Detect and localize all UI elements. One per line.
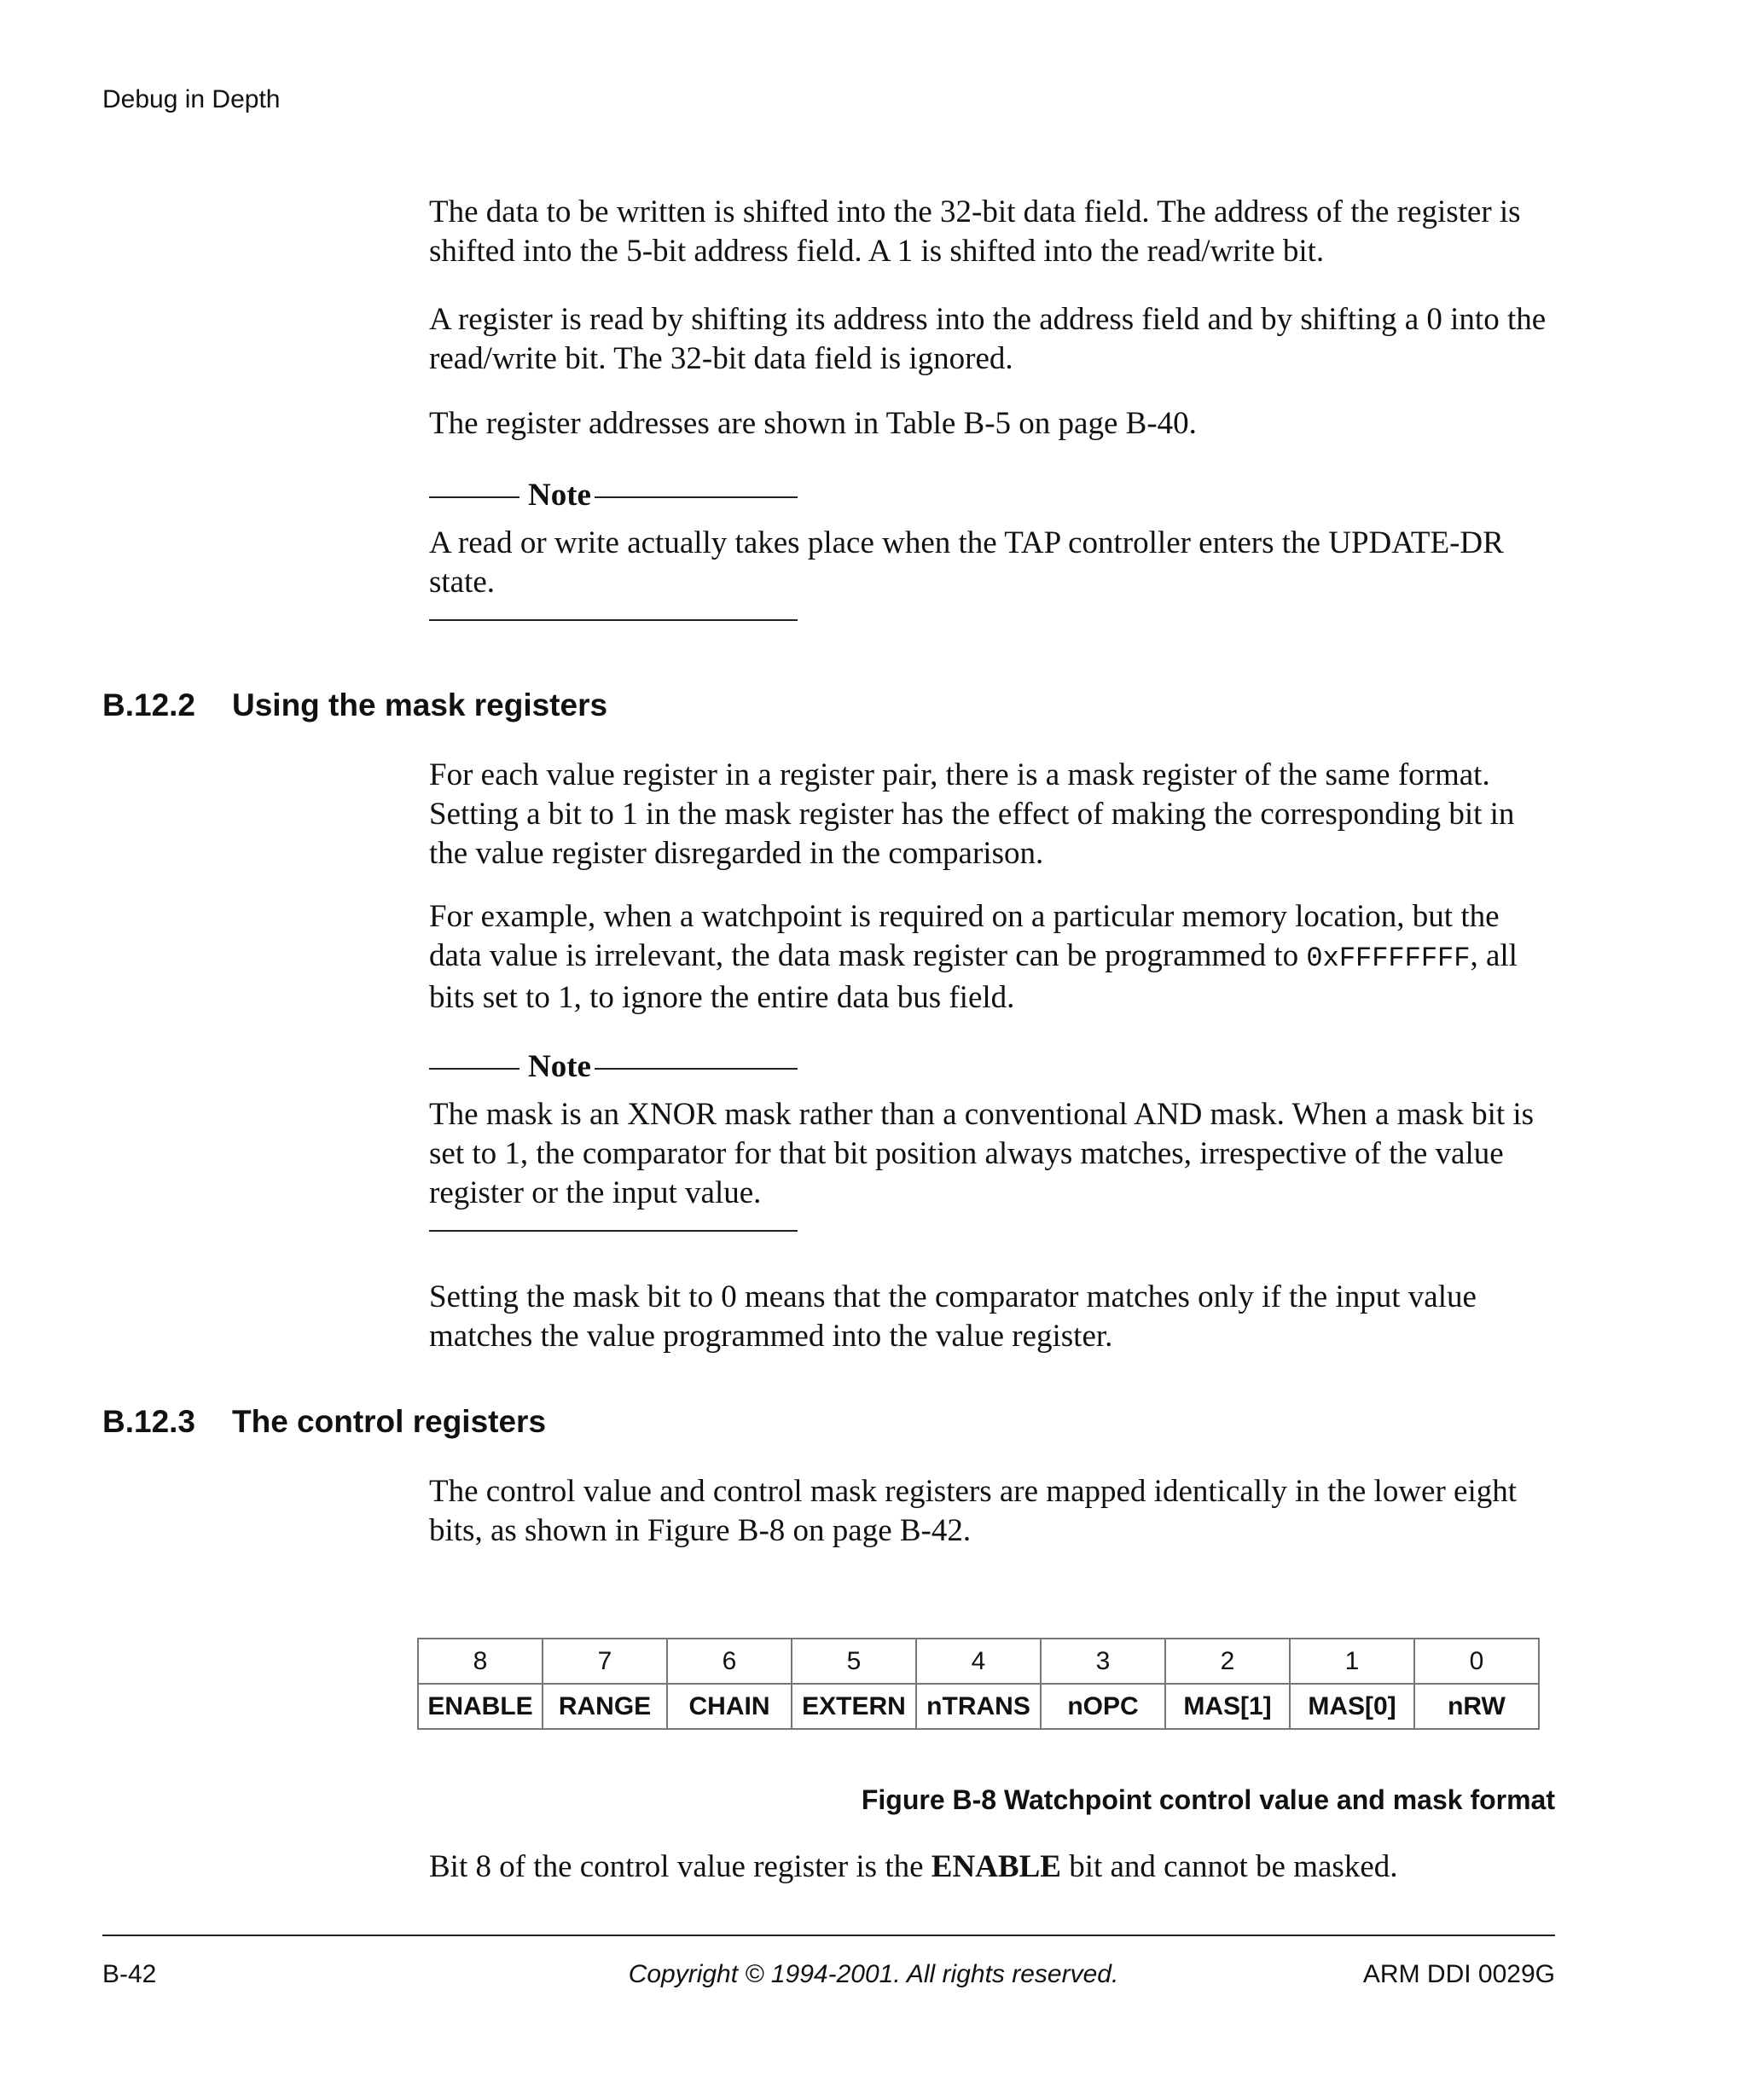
note-heading (429, 1047, 798, 1087)
note-end-rule (429, 619, 798, 621)
note-body (429, 1095, 1555, 1213)
body-paragraph (429, 897, 1555, 1018)
section-title: Using the mask registers (232, 687, 608, 722)
running-header: Debug in Depth (102, 85, 281, 113)
body-paragraph (429, 756, 1555, 873)
note-heading (429, 476, 798, 515)
bit-number-cell: 3 (1041, 1639, 1165, 1684)
note-text: The mask is an XNOR mask rather than a conventional AND mask. When a mask bit is set to 1, the comparator for that bit position always matches, irrespective of the value register or the input value. (429, 1097, 1535, 1210)
addresses-paragraph: The register addresses are shown in Table B-5 on page B-40. (429, 406, 1197, 441)
note-text: A read or write actually takes place when the TAP controller enters the UPDATE-DR state. (429, 525, 1504, 600)
control-paragraph: The control value and control mask registers are mapped identically in the lower eight bits, as shown in Figure B-8 on page B-42. (429, 1474, 1518, 1548)
bit-name-cell: CHAIN (667, 1684, 792, 1729)
bit-number-cell: 5 (792, 1639, 916, 1684)
enable-text-after: bit and cannot be masked. (1060, 1849, 1398, 1884)
bit-name-cell: nTRANS (916, 1684, 1041, 1729)
mask-paragraph: For each value register in a register pair, there is a mask register of the same format. Setting a bit to 1 in the mask register has the effect of making the corresponding bit in the value register disregarded in the comparison. (429, 757, 1515, 871)
enable-paragraph (429, 1848, 1555, 1887)
mask-zero-paragraph: Setting the mask bit to 0 means that the comparator matches only if the input value matches the value programmed into the value register. (429, 1279, 1477, 1354)
body-paragraph (429, 300, 1555, 379)
bit-field-figure (417, 1638, 1540, 1730)
section-heading (102, 1404, 546, 1440)
bit-name-cell: nRW (1414, 1684, 1539, 1729)
example-text-before: For example, when a watchpoint is required on a particular memory location, but the data value is irrelevant, the data mask register can be programmed to (429, 899, 1500, 973)
bit-number-cell: 7 (543, 1639, 667, 1684)
footer-rule (102, 1935, 1555, 1936)
body-paragraph (429, 193, 1555, 271)
bit-name-cell: EXTERN (792, 1684, 916, 1729)
copyright-notice: Copyright © 1994-2001. All rights reserved. (628, 1960, 1119, 1988)
bit-number-cell: 1 (1290, 1639, 1414, 1684)
inline-code: 0xFFFFFFFF (1306, 943, 1471, 974)
bit-name-cell: MAS[1] (1165, 1684, 1290, 1729)
body-paragraph (429, 1848, 1555, 1887)
section-heading (102, 687, 607, 723)
document-id: ARM DDI 0029G (1362, 1960, 1555, 1988)
enable-bold-term: ENABLE (931, 1849, 1061, 1884)
section-title: The control registers (232, 1404, 547, 1439)
note-rule-left (429, 1068, 519, 1070)
bit-number-cell: 6 (667, 1639, 792, 1684)
bit-name-cell: RANGE (543, 1684, 667, 1729)
bit-name-cell: MAS[0] (1290, 1684, 1414, 1729)
example-paragraph (429, 897, 1555, 1018)
note-label: Note (528, 1049, 591, 1084)
body-paragraph (429, 1472, 1555, 1551)
bit-number-cell: 8 (418, 1639, 543, 1684)
body-paragraph (429, 404, 1555, 444)
bit-number-row (418, 1639, 1539, 1684)
write-paragraph: The data to be written is shifted into the 32-bit data field. The address of the register is shifted into the 5-bit address field. A 1 is shifted into the read/write bit. (429, 194, 1521, 269)
bit-name-row (418, 1684, 1539, 1729)
figure-caption: Figure B-8 Watchpoint control value and mask format (861, 1784, 1555, 1815)
note-body (429, 524, 1555, 602)
enable-text-before: Bit 8 of the control value register is the (429, 1849, 932, 1884)
body-paragraph (429, 1278, 1555, 1356)
note-rule-right (595, 496, 798, 498)
bit-name-cell: nOPC (1041, 1684, 1165, 1729)
note-end-rule (429, 1230, 798, 1232)
example-text-after: , all bits set to 1, to ignore the entire data bus field. (429, 938, 1518, 1015)
note-label: Note (528, 478, 591, 513)
section-number: B.12.2 (102, 687, 196, 722)
bit-number-cell: 4 (916, 1639, 1041, 1684)
bit-number-cell: 0 (1414, 1639, 1539, 1684)
read-paragraph: A register is read by shifting its address into the address field and by shifting a 0 into the read/write bit. The 32-bit data field is ignored. (429, 302, 1547, 376)
note-rule-right (595, 1068, 798, 1070)
bit-number-cell: 2 (1165, 1639, 1290, 1684)
section-number: B.12.3 (102, 1404, 196, 1439)
bit-name-cell: ENABLE (418, 1684, 543, 1729)
note-rule-left (429, 496, 519, 498)
page-number: B-42 (102, 1960, 157, 1988)
